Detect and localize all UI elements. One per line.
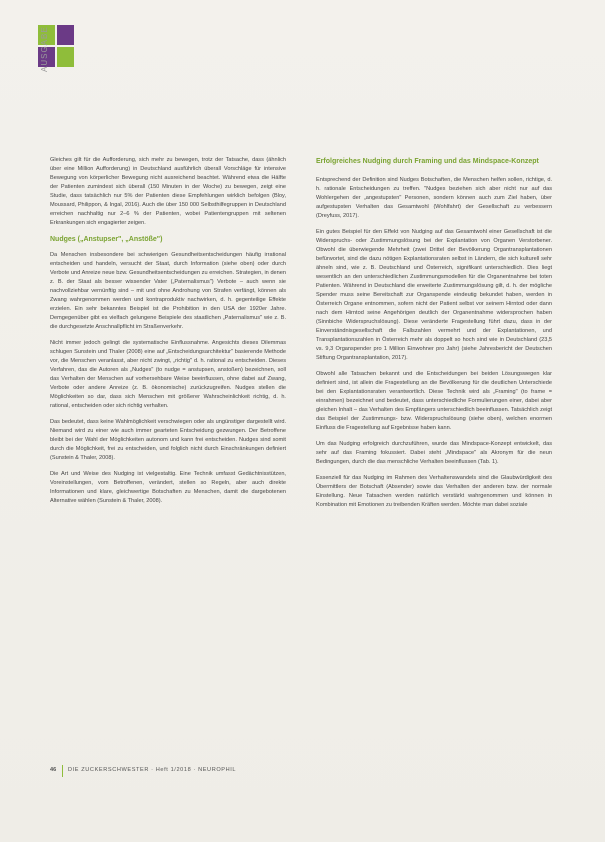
page-number: 46: [50, 767, 57, 773]
paragraph: Nicht immer jedoch gelingt die systematische Einflussnahme. Angesichts dieses Dilemmas schlugen Sunstein und Thaler (2008) eine auf „Entscheidungsarchitektur" basierende Methode vor, die Menschen veranlasst, aber nicht zwingt, „richtig" d. h. rational zu entscheiden. Dieses Verfahren, das die Autoren als „Nudges" (to nudge = anstupsen, anstoßen) bezeichnen, soll das Verhalten der Menschen auf vorhersehbare Weise beeinflussen, ohne dabei auf Zwang, Verbote oder andere Anreize (z. B. ökonomische) zurückzugreifen. Nudges stellen die Möglichkeiten so dar, dass sich Menschen mit größerer Wahrscheinlichkeit richtig, d. h. rational, entscheiden oder sich richtig verhalten.: [50, 340, 286, 409]
footer-divider: [62, 765, 63, 777]
section-heading: Nudges („Anstupser", „Anstöße"): [50, 236, 163, 243]
paragraph: Essenziell für das Nudging im Rahmen des Verhaltenswandels sind die Glaubwürdigkeit des Übermittlers der Botschaft (Absender) sowie das Verhalten der anderen bzw. der normale Einstellung. Neue Tatsachen werden natürlich verstärkt wahrgenommen und können in Kombination mit Emotionen zu treibenden Kräften werden. Möchte man dabei soziale: [316, 475, 552, 508]
section-vertical-label: AUSGABE: [40, 26, 49, 72]
page-footer: [50, 767, 570, 781]
paragraph: Um das Nudging erfolgreich durchzuführen, wurde das Mindspace-Konzept entwickelt, das sehr auf das Framing fokussiert. Dabei steht „Mindspace" als Akronym für die neun Bedingungen, durch die das menschliche Verhalten beeinflussen (Tab. 1).: [316, 441, 552, 465]
paragraph: Da Menschen insbesondere bei schwierigen Gesundheitsentscheidungen häufig irrational entscheiden und handeln, versucht der Staat, durch Information (siehe oben) oder durch Verbote und Anreize neue bzw. Gesundheitsentscheidungen zu erreichen. Strategien, in denen z. B. der Staat als besser wissender Vater („Paternalismus") Verbote – auch wenn sie nachvollziehbar vernünftig sind – mit und ohne Androhung von Strafen verfängt, können als Zwang wahrgenommen werden und kontraproduktiv nachwirken, d. h. gegenteilige Effekte erzielen. Ein sehr bekanntes Beispiel ist die Prohibition in den USA der 1920er Jahre. Demgegenüber gibt es vielfach gelungene Beispiele des staatlichen „Paternalismus" wie z. B. die durchgesetzte Anschnallpflicht im Straßenverkehr.: [50, 252, 286, 330]
left-column: [50, 156, 286, 513]
paragraph: Entsprechend der Definition sind Nudges Botschaften, die Menschen helfen sollen, richtige, d. h. rationale Entscheidungen zu treffen. "Nudges beziehen sich aber nicht nur auf das Wohlergehen der „angestupsten" Personen, sondern können auch zum Ziel haben, über aufgestupsten Verhalten das Gesamtwohl (Wohlfahrt) der Gesellschaft zu verbessern (Dreyfuss, 2017).: [316, 177, 552, 219]
publication-title: DIE ZUCKERSCHWESTER · Heft 1/2018 · NEUROPHIL: [68, 767, 237, 773]
logo-square-purple: [57, 25, 74, 45]
right-column: [316, 157, 552, 517]
logo-square-green-2: [57, 47, 74, 67]
paragraph: Obwohl alle Tatsachen bekannt und die Entscheidungen bei beiden Lösungswegen klar definiert sind, ist allein die Fragestellung an die Bevölkerung für die deutlichen Unterschiede bei den Explantationsraten verantwortlich. Diese Technik wird als „Framing" (to frame = einrahmen) bezeichnet und bedeutet, dass unterschiedliche Formulierungen einer, dabei aber gleichen Inhalt – das Verhalten des Empfängers unterschiedlich beeinflussen. Tatsächlich zeigt das Beispiel der Zustimmungs- bzw. Widerspruchslösung (siehe oben), welchen enormen Einfluss die Fragestellung auf Ergebnisse haben kann.: [316, 371, 552, 431]
paragraph: Ein gutes Beispiel für den Effekt von Nudging auf das Gesamtwohl einer Gesellschaft ist die Widerspruchs- oder Zustimmungslösung bei der Explantation von Organen Verstorbener. Obwohl die überwiegende Mehrheit (zwei Drittel der Bevölkerung Organtransplantationen befürwortet, sind die dazu nötigen Explantationsraten selbst in Ländern, die sich kulturell sehr ähneln sind, wie z. B. Deutschland und Österreich, signifikant unterschiedlich. Dies liegt wesentlich an den unterschiedlichen Zustimmungsmodellen für die Organentnahme bei toten Patienten. Während in Deutschland die erweiterte Zustimmungslösung gilt, d. h. der mögliche Spender muss seine Bereitschaft zur Organspende eindeutig bekundet haben, werden in Österreich Organe entnommen, sofern nicht der Patient selbst vor seinem Hirntod oder dann nach dem Hirntod seine Angehörigen deutlich der Organentnahme widersprochen haben (Sinnbiche Widerspruchslösung). Diese veränderte Fragestellung führt dazu, dass in der Einverständnisgesellschaft die Fallszahlen vermehrt und der Explantationen, und Transplantationszahlen in Österreich mehr als doppelt so hoch sind wie in Deutschland (23,5 vs. 9,3 Organspender pro 1 Million Einwohner pro Jahr) (siehe Jahresbericht der Deutschen Stiftung Organtransplantation, 2017).: [316, 229, 552, 361]
paragraph: Gleiches gilt für die Aufforderung, sich mehr zu bewegen, trotz der Tatsache, dass (ähnlich über eine Million Aufforderung) in Deutschland ausführlich überall Vorschläge für intensive Bewegung von körperlicher Bewegung nicht ausreichend beachtet. Während etwa die Hälfte der Patienten zumindest sich überall (150 Minuten in der Woche) zu bewegen, zeigt eine Studie, dass tatsächlich nur 5% der Patienten diese Empfehlungen wirklich befolgen (Bloy, Moussard, Philippon, & Ingal, 2016). Auch die über 150 000 Selbsthilfegruppen in Deutschland erreichen nachhaltig nur 2–6 % der Patienten, wobei Patientengruppen mit seltenen Erkrankungen sich engagierter zeigen.: [50, 157, 286, 226]
paragraph: Das bedeutet, dass keine Wahlmöglichkeit verschwiegen oder als ungünstiger dargestellt wird. Niemand wird zu einer wie auch immer gearteten Entscheidung gezwungen. Der Betroffene bleibt bei der Wahl der Möglichkeiten autonom und kann frei entscheiden. Nudges sind somit durch die Möglichkeit, frei zu entscheiden, und folglich nicht durch Einschränkungen definiert (Sunstein & Thaler, 2008).: [50, 419, 286, 461]
section-heading: Erfolgreiches Nudging durch Framing und das Mindspace-Konzept: [316, 158, 539, 165]
paragraph: Die Art und Weise des Nudging ist vielgestaltig. Eine Technik umfasst Gedächtnisstützen, Voreinstellungen, vom Betroffenen, verändert, stellen so Regeln, aber auch direkte Informationen und klare, gleichwertige Botschaften zu Menschen, damit die dargebotenen Alternative wählen (Sunstein & Thaler, 2008).: [50, 471, 286, 504]
